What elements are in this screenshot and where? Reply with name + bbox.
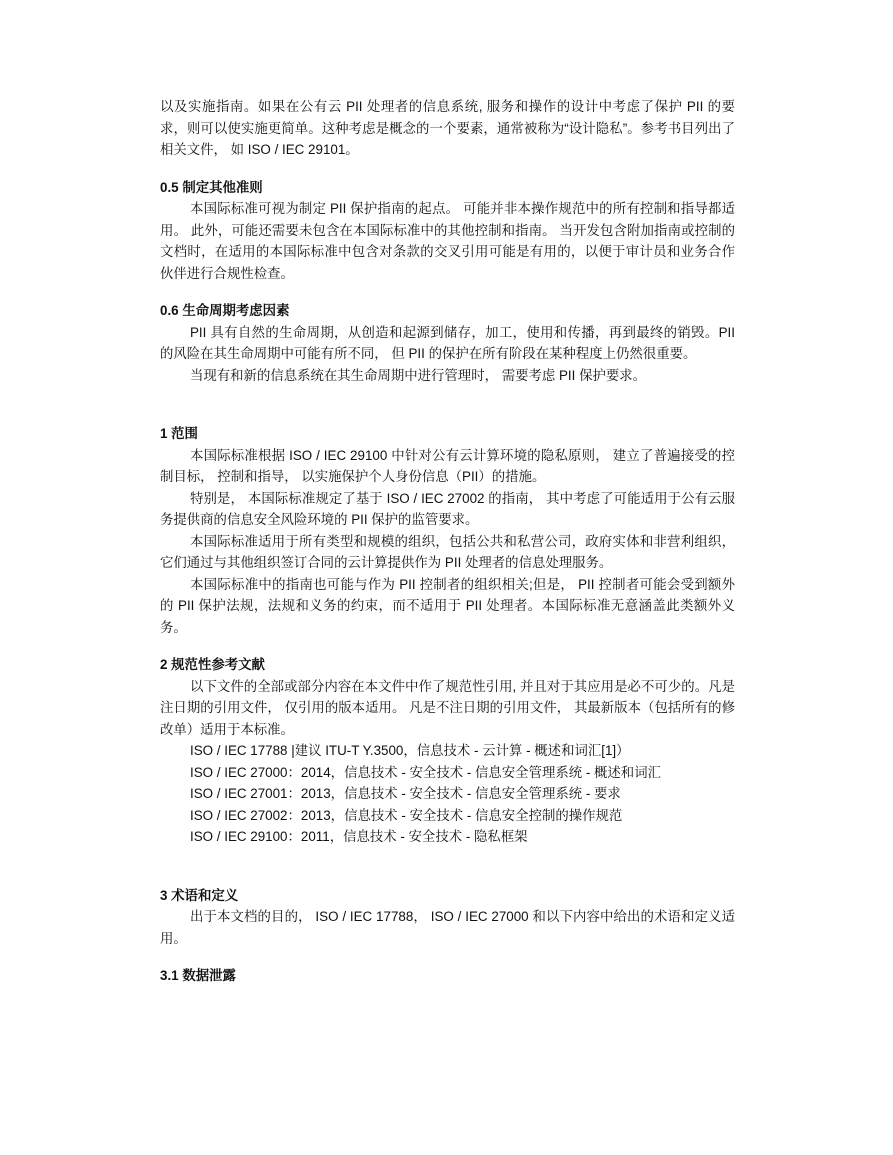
section-1-paragraph-4: 本国际标准中的指南也可能与作为 PII 控制者的组织相关;但是， PII 控制者可能会受到额外的 PII 保护法规，法规和义务的约束，而不适用于 PII 处理者。本国际标准无意涵盖此类额外义务。 — [160, 576, 735, 635]
reference-item: ISO / IEC 17788 |建议 ITU-T Y.3500，信息技术 - 云计算 - 概述和词汇[1]） — [190, 743, 630, 758]
intro-paragraph: 以及实施指南。如果在公有云 PII 处理者的信息系统, 服务和操作的设计中考虑了保护 PII 的要求，则可以使实施更简单。这种考虑是概念的一个要素，通常被称为“设计隐私”。参考书目列出了相关文件， 如 ISO / IEC 29101。 — [160, 99, 735, 157]
section-0-6-paragraph-1: PII 具有自然的生命周期，从创造和起源到储存，加工，使用和传播，再到最终的销毁。PII 的风险在其生命周期中可能有所不同， 但 PII 的保护在所有阶段在某种程度上仍然很重要。 — [160, 324, 735, 361]
section-3-heading: 3 术语和定义 — [160, 887, 239, 903]
reference-item: ISO / IEC 29100：2011，信息技术 - 安全技术 - 隐私框架 — [190, 829, 528, 844]
section-3-paragraph: 出于本文档的目的， ISO / IEC 17788， ISO / IEC 27000 和以下内容中给出的术语和定义适用。 — [160, 909, 735, 946]
section-1-paragraph-3: 本国际标准适用于所有类型和规模的组织，包括公共和私营公司，政府实体和非营利组织， 它们通过与其他组织签订合同的云计算提供作为 PII 处理者的信息处理服务。 — [160, 533, 735, 570]
section-3-1-heading: 3.1 数据泄露 — [160, 968, 236, 983]
document-page — [160, 96, 735, 987]
section-2-heading: 2 规范性参考文献 — [160, 657, 265, 672]
section-2-paragraph: 以下文件的全部或部分内容在本文件中作了规范性引用, 并且对于其应用是必不可少的。凡是注日期的引用文件， 仅引用的版本适用。 凡是不注日期的引用文件， 其最新版本（包括所有的修改单）适用于本标准。 — [160, 678, 735, 737]
reference-item: ISO / IEC 27000：2014，信息技术 - 安全技术 - 信息安全管理系统 - 概述和词汇 — [190, 764, 661, 780]
section-0-6-paragraph-2: 当现有和新的信息系统在其生命周期中进行管理时， 需要考虑 PII 保护要求。 — [190, 367, 647, 383]
section-1-heading: 1 范围 — [160, 426, 198, 441]
section-0-6-heading: 0.6 生命周期考虑因素 — [160, 303, 290, 318]
section-0-5-heading: 0.5 制定其他准则 — [160, 179, 263, 195]
reference-item: ISO / IEC 27001：2013，信息技术 - 安全技术 - 信息安全管理系统 - 要求 — [190, 786, 621, 801]
section-0-5-paragraph: 本国际标准可视为制定 PII 保护指南的起点。 可能并非本操作规范中的所有控制和指导都适用。 此外，可能还需要未包含在本国际标准中的其他控制和指南。 当开发包含附加指南或控制的文档时，在适用的本国际标准中包含对条款的交叉引用可能是有用的，以便于审计员和业务合作伙伴进行合规性检查。 — [160, 201, 735, 281]
section-1-paragraph-1: 本国际标准根据 ISO / IEC 29100 中针对公有云计算环境的隐私原则， 建立了普遍接受的控制目标， 控制和指导， 以实施保护个人身份信息（PII）的措施。 — [160, 447, 735, 484]
section-1-paragraph-2: 特别是， 本国际标准规定了基于 ISO / IEC 27002 的指南， 其中考虑了可能适用于公有云服务提供商的信息安全风险环境的 PII 保护的监管要求。 — [160, 490, 735, 527]
reference-item: ISO / IEC 27002：2013，信息技术 - 安全技术 - 信息安全控制的操作规范 — [190, 807, 623, 823]
